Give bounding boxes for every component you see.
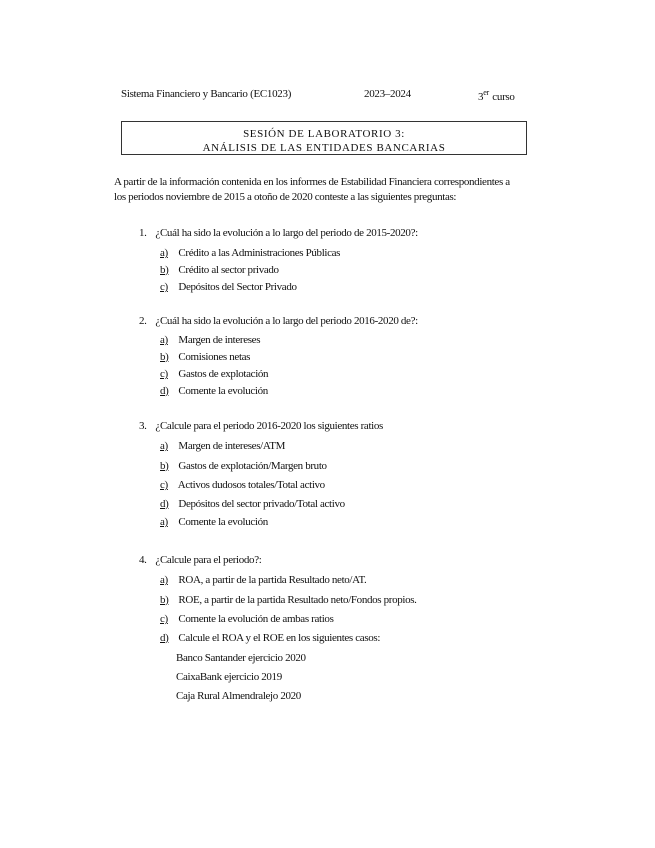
option (160, 632, 380, 644)
option (160, 385, 268, 397)
intro-line: los periodos noviembre de 2015 a otoño de 2020 conteste a las siguientes preguntas: (114, 191, 457, 203)
option-text: Comente la evolución (178, 516, 268, 528)
option-letter: c) (160, 281, 168, 293)
option-letter: b) (160, 264, 169, 276)
question-text: ¿Cuál ha sido la evolución a lo largo del periodo 2016-2020 de?: (155, 315, 418, 327)
question-number: 3. (139, 420, 147, 432)
intro-line: A partir de la información contenida en los informes de Estabilidad Financiera correspondientes a (114, 176, 510, 188)
option-letter: a) (160, 334, 168, 346)
option (160, 460, 327, 472)
session-title-box (121, 121, 527, 155)
option-letter: b) (160, 460, 169, 472)
option (160, 351, 250, 363)
question-3 (139, 420, 383, 432)
option-text: Depósitos del sector privado/Total activo (178, 498, 345, 510)
option (160, 516, 268, 528)
question-number: 1. (139, 227, 147, 239)
option-text: Calcule el ROA y el ROE en los siguientes casos: (178, 632, 381, 644)
option-text: Comisiones netas (178, 351, 251, 363)
option-letter: d) (160, 498, 169, 510)
question-2 (139, 315, 418, 327)
option (160, 498, 345, 510)
case-item: Banco Santander ejercicio 2020 (176, 652, 306, 664)
question-text: ¿Calcule para el periodo?: (155, 554, 262, 566)
option-text: Comente la evolución (178, 385, 268, 397)
option (160, 574, 366, 586)
option-letter: a) (160, 440, 168, 452)
question-number: 2. (139, 315, 147, 327)
option-letter: d) (160, 632, 169, 644)
option-text: ROA, a partir de la partida Resultado neto/AT. (178, 574, 367, 586)
option-text: Crédito a las Administraciones Públicas (178, 247, 341, 259)
option-letter: a) (160, 247, 168, 259)
option-text: Activos dudosos totales/Total activo (177, 479, 325, 491)
session-title: SESIÓN DE LABORATORIO 3: (243, 128, 405, 140)
question-4 (139, 554, 261, 566)
option-text: Margen de intereses/ATM (178, 440, 286, 452)
option (160, 440, 285, 452)
question-1 (139, 227, 418, 239)
option-text: Comente la evolución de ambas ratios (178, 613, 334, 625)
option-text: Margen de intereses (178, 334, 261, 346)
session-subtitle: ANÁLISIS DE LAS ENTIDADES BANCARIAS (202, 142, 446, 154)
option (160, 281, 297, 293)
course-level-number: 3 (478, 91, 484, 103)
option-text: ROE, a partir de la partida Resultado neto/Fondos propios. (178, 594, 417, 606)
course-level-suffix: er (483, 88, 489, 97)
option-letter: a) (160, 574, 168, 586)
option (160, 479, 325, 491)
academic-year: 2023–2024 (364, 88, 411, 100)
option (160, 368, 268, 380)
intro-paragraph (114, 175, 534, 205)
option-text: Depósitos del Sector Privado (178, 281, 297, 293)
option-letter: c) (160, 368, 168, 380)
option-letter: d) (160, 385, 169, 397)
option-letter: c) (160, 613, 168, 625)
option-text: Gastos de explotación (178, 368, 269, 380)
option (160, 334, 260, 346)
course-level-word: curso (492, 91, 515, 103)
question-number: 4. (139, 554, 147, 566)
case-item: CaixaBank ejercicio 2019 (176, 671, 282, 683)
option-letter: b) (160, 594, 169, 606)
option-text: Crédito al sector privado (178, 264, 279, 276)
option (160, 247, 340, 259)
option (160, 594, 417, 606)
option (160, 264, 279, 276)
option-text: Gastos de explotación/Margen bruto (178, 460, 327, 472)
option-letter: a) (160, 516, 168, 528)
course-name: Sistema Financiero y Bancario (EC1023) (121, 88, 292, 100)
option-letter: b) (160, 351, 169, 363)
question-text: ¿Cuál ha sido la evolución a lo largo del periodo de 2015-2020?: (155, 227, 418, 239)
case-item: Caja Rural Almendralejo 2020 (176, 690, 301, 702)
course-level (478, 88, 515, 103)
option-letter: c) (160, 479, 168, 491)
option (160, 613, 334, 625)
question-text: ¿Calcule para el periodo 2016-2020 los siguientes ratios (155, 420, 383, 432)
